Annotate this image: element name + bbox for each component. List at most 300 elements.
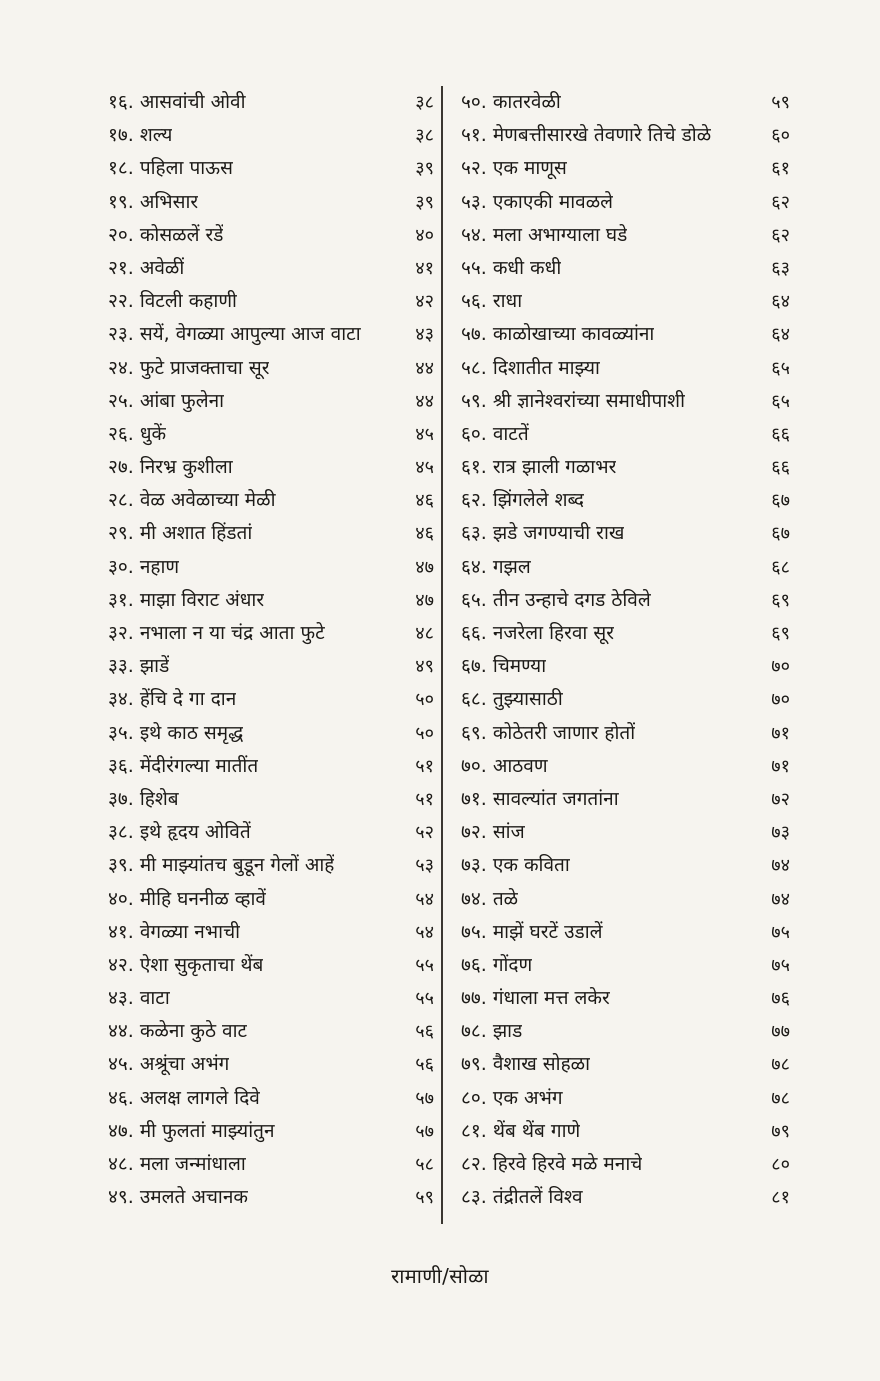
toc-entry-title: सावल्यांत जगतांना — [492, 787, 619, 810]
toc-entry-label — [108, 1048, 229, 1081]
toc-entry-page-number: ७० — [771, 656, 790, 678]
toc-entry-title: गझल — [492, 555, 531, 578]
toc-entry — [108, 86, 434, 119]
toc-entry-label — [461, 285, 522, 318]
toc-entry-label — [461, 750, 548, 783]
toc-entry-page-number: ५७ — [415, 1087, 434, 1109]
toc-entry-page-number: ५६ — [415, 1021, 434, 1043]
toc-entry-label — [461, 186, 613, 219]
toc-entry-number: १६. — [108, 91, 134, 113]
toc-entry-label — [108, 883, 266, 916]
toc-entry-title: अभिसार — [139, 190, 199, 213]
toc-entry-number: २६. — [108, 422, 134, 445]
toc-entry-label — [461, 119, 711, 152]
toc-entry-page-number: ७७ — [771, 1021, 790, 1043]
toc-entry-label — [108, 1082, 260, 1115]
toc-entry-number: ७२. — [461, 821, 487, 844]
toc-entry-page-number: ६६ — [771, 423, 790, 445]
toc-entry-label — [108, 1148, 246, 1181]
toc-entry — [108, 219, 434, 252]
toc-entry — [108, 783, 434, 816]
toc-entry-number: ६३. — [461, 522, 487, 545]
toc-entry-label — [108, 949, 263, 982]
toc-entry — [461, 385, 790, 418]
toc-entry-number: ७४. — [461, 887, 487, 910]
toc-entry-number: २२. — [108, 290, 134, 313]
toc-entry-title: आठवण — [492, 754, 548, 777]
toc-entry-number: २३. — [108, 323, 134, 346]
toc-entry-page-number: ६३ — [771, 257, 790, 279]
toc-entry-number: ६७. — [461, 655, 487, 678]
toc-entry-label — [108, 418, 166, 451]
toc-entry — [461, 219, 790, 252]
toc-entry-page-number: ६५ — [771, 390, 790, 412]
toc-entry — [108, 1148, 434, 1181]
toc-entry — [108, 418, 434, 451]
toc-entry-page-number: ४७ — [415, 556, 434, 578]
toc-entry-page-number: ४६ — [415, 490, 434, 512]
toc-entry-title: दिशातीत माझ्या — [492, 356, 600, 379]
toc-entry — [108, 1115, 434, 1148]
toc-entry-number: ७७. — [461, 987, 487, 1010]
toc-entry-label — [461, 219, 627, 252]
toc-entry-number: ६५. — [461, 588, 487, 611]
toc-entry-title: पहिला पाऊस — [139, 157, 233, 180]
toc-entry-number: ३६. — [108, 754, 134, 777]
toc-entry-number: ७८. — [461, 1020, 487, 1043]
toc-entry-title: हेंचि दे गा दान — [139, 688, 237, 711]
toc-entry-page-number: ५६ — [415, 1054, 434, 1076]
toc-entry-title: राधा — [492, 290, 523, 313]
toc-entry-title: कोठेतरी जाणार होतों — [492, 721, 636, 744]
toc-entry-title: झिंगलेले शब्द — [492, 489, 584, 512]
toc-entry-label — [461, 352, 600, 385]
toc-entry — [461, 1181, 790, 1214]
toc-entry-title: झाड — [492, 1020, 523, 1043]
toc-entry-title: तीन उन्हाचे दगड ठेविले — [492, 588, 651, 611]
toc-entry-page-number: ४४ — [415, 357, 434, 379]
toc-entry-page-number: ४८ — [415, 623, 434, 644]
toc-entry-page-number: ८१ — [771, 1187, 790, 1209]
toc-entry-title: झडे जगण्याची राख — [492, 522, 625, 545]
toc-entry — [461, 1082, 790, 1115]
toc-entry-label — [461, 783, 619, 816]
toc-entry-number: ७५. — [461, 920, 487, 943]
toc-entry — [108, 119, 434, 152]
toc-entry-page-number: ६४ — [771, 291, 790, 313]
toc-entry-page-number: ५० — [415, 689, 434, 711]
toc-entry — [461, 418, 790, 451]
toc-right-column — [461, 86, 790, 1214]
toc-entry — [461, 683, 790, 716]
toc-entry-number: ७३. — [461, 854, 487, 877]
toc-entry — [461, 1015, 790, 1048]
toc-entry-page-number: ४५ — [415, 423, 434, 445]
toc-entry — [108, 617, 434, 650]
toc-entry-label — [108, 318, 361, 351]
toc-entry-label — [461, 1181, 583, 1214]
toc-entry-number: ५२. — [461, 157, 487, 180]
toc-entry-label — [108, 849, 334, 882]
page-footer: रामाणी/सोळा — [391, 1264, 489, 1288]
toc-entry-label — [461, 1015, 522, 1048]
column-divider — [441, 86, 443, 1224]
toc-entry-title: अवेळीं — [139, 256, 185, 279]
toc-entry-page-number: ६० — [771, 125, 790, 147]
toc-entry — [461, 352, 790, 385]
toc-entry-page-number: ६२ — [771, 224, 790, 246]
toc-entry-title: अश्रूंचा अभंग — [139, 1053, 230, 1076]
toc-entry-label — [461, 717, 635, 750]
toc-entry — [461, 1115, 790, 1148]
toc-entry — [108, 1015, 434, 1048]
toc-entry-title: मी फुलतां माझ्यांतुन — [139, 1119, 275, 1142]
toc-entry-number: ३८. — [108, 821, 134, 844]
toc-entry-number: ३५. — [108, 721, 134, 744]
toc-entry — [461, 252, 790, 285]
toc-entry-page-number: ७३ — [771, 822, 790, 844]
toc-entry-title: धुकें — [139, 422, 167, 445]
toc-entry — [461, 1048, 790, 1081]
toc-entry-page-number: ७१ — [771, 755, 790, 777]
toc-entry-page-number: ७५ — [771, 921, 790, 943]
toc-entry-label — [108, 1115, 275, 1148]
toc-entry — [461, 451, 790, 484]
toc-entry — [108, 252, 434, 285]
toc-entry — [461, 285, 790, 318]
toc-entry-number: ४३. — [108, 987, 134, 1010]
toc-entry — [461, 949, 790, 982]
toc-entry-label — [108, 750, 258, 783]
toc-entry — [108, 318, 434, 351]
toc-entry-page-number: ६९ — [771, 623, 790, 644]
toc-entry-title: काळोखाच्या कावळ्यांना — [492, 323, 655, 346]
toc-entry — [461, 484, 790, 517]
toc-entry-label — [108, 186, 198, 219]
toc-entry-title: श्री ज्ञानेश्वरांच्या समाधीपाशी — [492, 389, 685, 412]
toc-entry-label — [108, 717, 243, 750]
toc-entry-page-number: ४० — [415, 224, 434, 246]
toc-entry-page-number: ५८ — [415, 1154, 434, 1175]
toc-entry-page-number: ६१ — [771, 158, 790, 180]
toc-entry — [461, 119, 790, 152]
toc-entry-page-number: ६५ — [771, 357, 790, 379]
toc-entry-number: २९. — [108, 522, 134, 545]
toc-entry-number: २१. — [108, 256, 134, 279]
toc-entry-page-number: ७६ — [771, 988, 790, 1010]
toc-entry-number: ६६. — [461, 622, 487, 644]
toc-entry — [461, 517, 790, 550]
toc-entry-label — [108, 152, 233, 185]
toc-entry — [461, 982, 790, 1015]
toc-entry-label — [461, 982, 610, 1015]
toc-entry-page-number: ६७ — [771, 490, 790, 512]
toc-entry — [461, 1148, 790, 1181]
toc-entry-page-number: ७४ — [771, 855, 790, 877]
toc-entry-number: २५. — [108, 389, 134, 412]
toc-entry-title: गंधाला मत्त लकेर — [492, 987, 610, 1010]
toc-entry — [108, 186, 434, 219]
toc-entry-number: ४८. — [108, 1153, 134, 1175]
toc-entry-label — [461, 484, 584, 517]
toc-entry-number: ७१. — [461, 787, 487, 810]
toc-entry — [108, 1048, 434, 1081]
toc-entry-page-number: ५० — [415, 722, 434, 744]
toc-entry-title: विटली कहाणी — [139, 290, 237, 313]
toc-entry-title: मी अशात हिंडतां — [139, 522, 253, 545]
toc-entry-title: थेंब थेंब गाणे — [492, 1119, 581, 1142]
toc-entry-label — [108, 219, 223, 252]
toc-entry-number: ६८. — [461, 688, 487, 711]
toc-entry — [108, 1181, 434, 1214]
toc-entry-label — [461, 916, 603, 949]
toc-entry-label — [461, 385, 685, 418]
toc-entry-title: कळेना कुठे वाट — [139, 1020, 248, 1043]
toc-entry-title: निरभ्र कुशीला — [139, 456, 233, 479]
toc-entry-label — [461, 1148, 642, 1181]
toc-entry-title: झाडें — [139, 655, 170, 678]
toc-entry-title: अलक्ष लागले दिवे — [139, 1086, 260, 1109]
toc-entry-title: रात्र झाली गळाभर — [492, 456, 617, 479]
toc-entry-label — [461, 318, 654, 351]
toc-entry-page-number: ६४ — [771, 324, 790, 346]
toc-entry — [108, 750, 434, 783]
toc-entry-number: २८. — [108, 489, 134, 512]
toc-entry-number: ५१. — [461, 124, 487, 147]
toc-entry-label — [461, 617, 614, 650]
toc-entry — [108, 517, 434, 550]
toc-entry-number: ५७. — [461, 323, 487, 346]
toc-entry-page-number: ५४ — [415, 888, 434, 910]
toc-entry-number: ४१. — [108, 920, 134, 943]
toc-entry — [108, 683, 434, 716]
toc-entry-page-number: ७५ — [771, 954, 790, 976]
toc-entry — [108, 152, 434, 185]
toc-entry-title: एक अभंग — [492, 1086, 563, 1109]
toc-entry-page-number: ५१ — [415, 788, 434, 810]
toc-entry-number: ५८. — [461, 356, 487, 379]
toc-entry-label — [108, 285, 237, 318]
toc-entry — [108, 551, 434, 584]
toc-entry-label — [108, 650, 169, 683]
toc-entry-title: मेणबत्तीसारखे तेवणारे तिचे डोळे — [492, 124, 712, 147]
toc-entry-page-number: ६६ — [771, 457, 790, 479]
toc-entry-page-number: ५४ — [415, 921, 434, 943]
toc-entry-page-number: ७८ — [771, 1087, 790, 1109]
toc-entry-page-number: ३८ — [415, 125, 434, 147]
toc-entry-page-number: ३८ — [415, 92, 434, 113]
toc-entry-title: नजरेला हिरवा सूर — [492, 622, 614, 644]
toc-entry — [108, 816, 434, 849]
toc-entry-label — [461, 252, 561, 285]
toc-entry-title: हिशेब — [139, 787, 179, 810]
toc-entry — [461, 318, 790, 351]
toc-entry-number: ७०. — [461, 754, 487, 777]
toc-entry-label — [108, 86, 246, 119]
toc-entry-page-number: ४५ — [415, 457, 434, 479]
toc-entry — [108, 982, 434, 1015]
toc-entry-label — [461, 849, 570, 882]
toc-entry-page-number: ४४ — [415, 390, 434, 412]
toc-entry-label — [108, 1181, 248, 1214]
toc-entry-page-number: ७८ — [771, 1054, 790, 1076]
toc-entry-page-number: ४९ — [415, 656, 434, 678]
toc-entry-page-number: ४३ — [415, 324, 434, 346]
toc-entry-title: वैशाख सोहळा — [492, 1053, 591, 1076]
toc-entry-page-number: ८० — [771, 1154, 790, 1175]
toc-entry-page-number: ५१ — [415, 755, 434, 777]
toc-entry-title: तळे — [492, 887, 519, 910]
toc-entry-number: ६४. — [461, 555, 487, 578]
toc-left-column — [108, 86, 434, 1214]
toc-entry-label — [461, 1115, 580, 1148]
toc-entry-title: मला जन्मांधाला — [139, 1153, 246, 1175]
toc-entry-title: इथे हृदय ओवितें — [139, 821, 251, 844]
toc-entry — [461, 551, 790, 584]
toc-entry — [108, 484, 434, 517]
toc-entry-title: वेगळ्या नभाची — [139, 920, 241, 943]
toc-entry — [108, 883, 434, 916]
toc-entry-number: ५५. — [461, 256, 487, 279]
toc-entry-label — [108, 683, 236, 716]
toc-entry-page-number: ५७ — [415, 1120, 434, 1142]
toc-entry-page-number: ७२ — [771, 788, 790, 810]
toc-entry-title: माझें घरटें उडालें — [492, 920, 603, 943]
toc-entry-number: ८३. — [461, 1186, 487, 1209]
toc-entry-page-number: ७१ — [771, 722, 790, 744]
toc-entry-title: तंद्रीतलें विश्व — [492, 1186, 583, 1209]
toc-entry-page-number: ७४ — [771, 888, 790, 910]
toc-entry-number: ३२. — [108, 622, 134, 644]
toc-entry-number: ५०. — [461, 91, 487, 113]
toc-entry — [108, 285, 434, 318]
toc-entry — [108, 849, 434, 882]
toc-entry-title: मी माझ्यांतच बुडून गेलों आहें — [139, 854, 335, 877]
toc-entry — [108, 650, 434, 683]
toc-entry-title: माझा विराट अंधार — [139, 588, 265, 611]
toc-entry-label — [108, 484, 276, 517]
toc-entry-label — [461, 816, 525, 849]
toc-entry-label — [461, 949, 532, 982]
toc-entry-label — [461, 152, 567, 185]
toc-entry — [461, 783, 790, 816]
toc-entry-label — [461, 683, 563, 716]
toc-entry-number: ४४. — [108, 1020, 134, 1043]
toc-entry-label — [108, 517, 252, 550]
toc-entry-number: ४२. — [108, 953, 134, 976]
toc-entry-label — [108, 119, 172, 152]
toc-entry-title: मीहि घननीळ व्हावें — [139, 887, 266, 910]
toc-entry-label — [108, 551, 179, 584]
toc-entry-title: एकाएकी मावळले — [492, 190, 614, 213]
toc-entry-label — [461, 451, 616, 484]
toc-entry-title: गोंदण — [492, 953, 533, 976]
toc-entry — [108, 949, 434, 982]
toc-entry-page-number: ६८ — [771, 556, 790, 578]
toc-entry-title: नभाला न या चंद्र आता फुटे — [139, 622, 325, 644]
toc-entry — [108, 385, 434, 418]
toc-entry — [461, 717, 790, 750]
toc-entry-number: १९. — [108, 190, 134, 213]
toc-entry — [108, 916, 434, 949]
toc-entry — [108, 1082, 434, 1115]
toc-entry-label — [108, 1015, 247, 1048]
toc-entry-title: ऐशा सुकृताचा थेंब — [139, 953, 264, 976]
toc-entry-page-number: ५२ — [415, 822, 434, 844]
toc-entry — [108, 584, 434, 617]
toc-entry-label — [461, 883, 518, 916]
toc-entry-number: ४६. — [108, 1086, 134, 1109]
toc-entry-page-number: ५९ — [415, 1187, 434, 1209]
toc-entry-number: ४७. — [108, 1119, 134, 1142]
toc-entry-number: ५४. — [461, 223, 487, 246]
toc-entry-number: ६०. — [461, 422, 487, 445]
toc-entry — [461, 86, 790, 119]
toc-entry — [461, 750, 790, 783]
toc-entry-label — [108, 451, 233, 484]
toc-entry-title: इथे काठ समृद्ध — [139, 721, 244, 744]
toc-entry-number: ८०. — [461, 1086, 487, 1109]
toc-entry-page-number: ६९ — [771, 589, 790, 611]
toc-entry-title: कातरवेळी — [492, 91, 561, 113]
toc-entry-page-number: ७० — [771, 689, 790, 711]
toc-entry-title: एक माणूस — [492, 157, 567, 180]
toc-entry-label — [461, 584, 651, 617]
toc-entry-label — [108, 916, 240, 949]
toc-entry — [108, 352, 434, 385]
toc-entry-label — [108, 617, 325, 650]
toc-entry-page-number: ५३ — [415, 855, 434, 877]
toc-entry — [461, 650, 790, 683]
toc-entry — [461, 883, 790, 916]
toc-entry-number: ३०. — [108, 555, 134, 578]
toc-entry-page-number: ४७ — [415, 589, 434, 611]
toc-entry-page-number: ४१ — [415, 257, 434, 279]
toc-entry-number: ८२. — [461, 1153, 487, 1175]
toc-entry-number: ५६. — [461, 290, 487, 313]
toc-entry-title: वाटतें — [492, 422, 529, 445]
toc-entry-number: २४. — [108, 356, 134, 379]
toc-entry-label — [461, 418, 529, 451]
toc-entry-title: मला अभाग्याला घडे — [492, 223, 628, 246]
toc-entry-label — [108, 783, 179, 816]
toc-entry-title: एक कविता — [492, 854, 570, 877]
toc-entry-number: २७. — [108, 456, 134, 479]
toc-entry — [108, 451, 434, 484]
toc-entry-number: ५३. — [461, 190, 487, 213]
toc-entry-title: आसवांची ओवी — [139, 91, 246, 113]
toc-entry-number: ३७. — [108, 787, 134, 810]
toc-entry — [461, 584, 790, 617]
toc-entry-number: ३१. — [108, 588, 134, 611]
toc-entry-title: चिमण्या — [492, 655, 547, 678]
toc-entry — [461, 849, 790, 882]
toc-entry-label — [108, 816, 251, 849]
toc-entry-page-number: ४२ — [415, 291, 434, 313]
toc-entry — [108, 717, 434, 750]
toc-entry-label — [108, 584, 264, 617]
toc-entry-title: आंबा फुलेना — [139, 389, 225, 412]
toc-entry-title: वाटा — [139, 987, 170, 1010]
toc-entry-title: तुझ्यासाठी — [492, 688, 563, 711]
toc-entry-number: ४९. — [108, 1186, 134, 1209]
toc-entry-title: कोसळलें रडें — [139, 223, 224, 246]
toc-entry-number: ४५. — [108, 1053, 134, 1076]
toc-entry-number: ३३. — [108, 655, 134, 678]
toc-entry — [461, 816, 790, 849]
toc-entry — [461, 916, 790, 949]
toc-entry-title: सयें, वेगळ्या आपुल्या आज वाटा — [139, 323, 361, 346]
